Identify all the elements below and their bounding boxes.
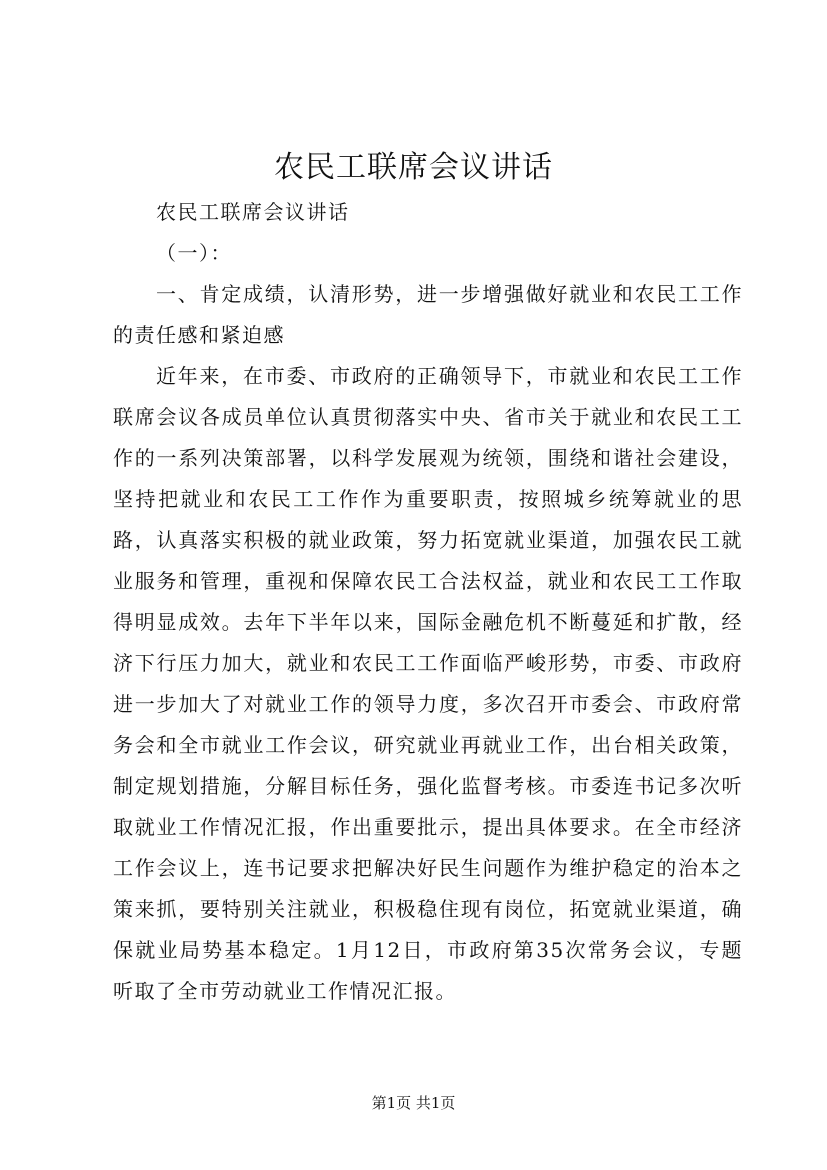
body-paragraph: 近年来，在市委、市政府的正确领导下，市就业和农民工工作联席会议各成员单位认真贯彻落实中央、省市关于就业和农民工工作的一系列决策部署，以科学发展观为统领，围绕和谐社会建设，坚持把就业和农民工工作作为重要职责，按照城乡统筹就业的思路，认真落实积极的就业政策，努力拓宽就业渠道，加强农民工就业服务和管理，重视和保障农民工合法权益，就业和农民工工作取得明显成效。去年下半年以来，国际金融危机不断蔓延和扩散，经济下行压力加大，就业和农民工工作面临严峻形势，市委、市政府进一步加大了对就业工作的领导力度，多次召开市委会、市政府常务会和全市就业工作会议，研究就业再就业工作，出台相关政策，制定规划措施，分解目标任务，强化监督考核。市委连书记多次听取就业工作情况汇报，作出重要批示，提出具体要求。在全市经济工作会议上，连书记要求把解决好民生问题作为维护稳定的治本之策来抓，要特别关注就业，积极稳住现有岗位，拓宽就业渠道，确保就业局势基本稳定。1月12日，市政府第35次常务会议，专题听取了全市劳动就业工作情况汇报。 [113, 364, 743, 1003]
document-title: 农民工联席会议讲话 [274, 150, 553, 185]
section-marker: （一）： [156, 241, 232, 265]
section-heading: 一、肯定成绩，认清形势，进一步增强做好就业和农民工工作的责任感和紧迫感 [113, 282, 743, 347]
document-subtitle: 农民工联席会议讲话 [156, 200, 350, 224]
document-body [113, 192, 743, 1012]
page-footer: 第1页 共1页 [371, 1094, 456, 1112]
